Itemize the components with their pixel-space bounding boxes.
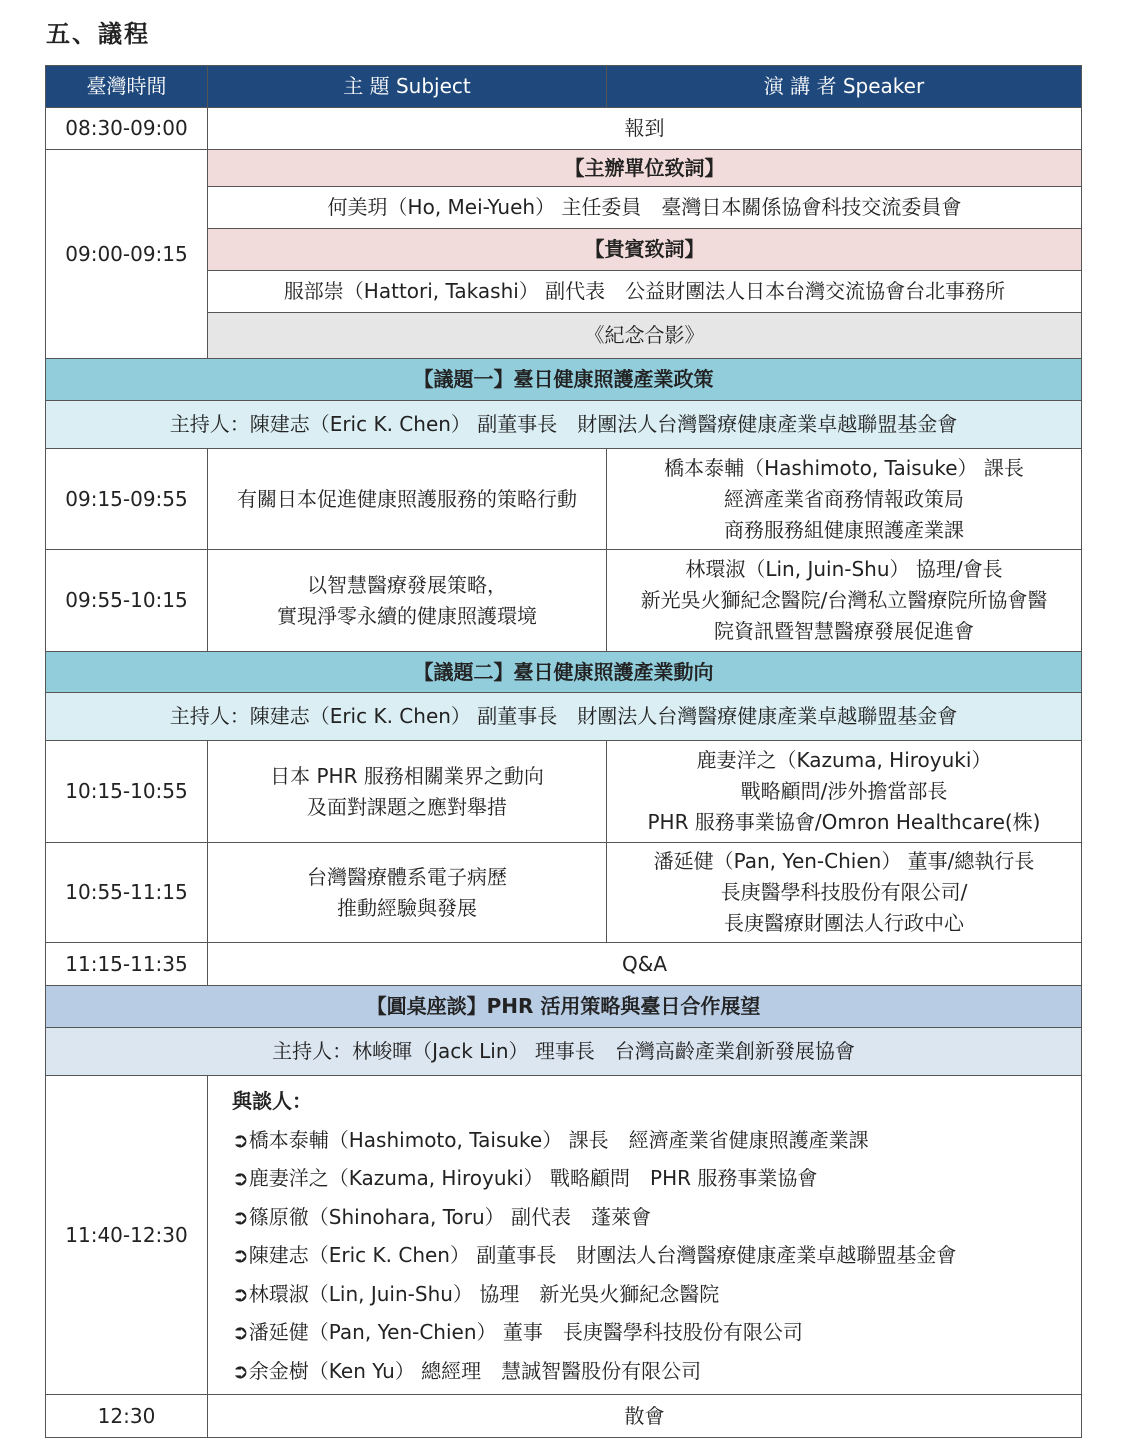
panel-label: 與談人： <box>232 1089 312 1113</box>
panelist-item <box>232 1275 1081 1314</box>
roundtable-moderator: 主持人：林峻暉（Jack Lin） 理事長 台灣高齡產業創新發展協會 <box>46 1028 1082 1076</box>
subject-line: 推動經驗與發展 <box>337 895 477 920</box>
table-row <box>46 843 1082 943</box>
panelist-text: 余金樹（Ken Yu） 總經理 慧誠智醫股份有限公司 <box>248 1358 702 1383</box>
guest-speech-title: 【貴賓致詞】 <box>208 229 1082 271</box>
speaker-line: 長庚醫療財團法人行政中心 <box>724 911 964 935</box>
agenda-table <box>45 65 1082 1438</box>
table-row <box>46 1076 1082 1395</box>
table-row <box>46 1395 1082 1438</box>
speaker-cell <box>607 741 1082 843</box>
panelist-item <box>232 1121 1081 1160</box>
panelist-text: 潘延健（Pan, Yen-Chien） 董事 長庚醫學科技股份有限公司 <box>248 1320 803 1344</box>
speaker-line: 新光吳火獅紀念醫院/台灣私立醫療院所協會醫 <box>640 588 1048 612</box>
panelist-item <box>232 1198 1081 1237</box>
roundtable-title: 【圓桌座談】PHR 活用策略與臺日合作展望 <box>46 986 1082 1028</box>
speaker-cell <box>607 843 1082 943</box>
topic1-moderator: 主持人：陳建志（Eric K. Chen） 副董事長 財團法人台灣醫療健康產業卓越聯盟基金會 <box>46 401 1082 449</box>
table-row <box>46 652 1082 693</box>
arrow-icon: ➲ <box>232 1281 249 1306</box>
table-row <box>46 986 1082 1028</box>
checkin-cell: 報到 <box>208 108 1082 150</box>
time-cell: 09:55-10:15 <box>46 550 208 652</box>
subject-cell <box>208 843 607 943</box>
panelists-cell <box>208 1076 1082 1395</box>
arrow-icon: ➲ <box>232 1204 249 1229</box>
header-row <box>46 66 1082 108</box>
panelist-item <box>232 1159 1081 1198</box>
arrow-icon: ➲ <box>232 1166 249 1190</box>
panelist-text: 橋本泰輔（Hashimoto, Taisuke） 課長 經濟產業省健康照護產業課 <box>248 1127 869 1152</box>
time-cell: 10:55-11:15 <box>46 843 208 943</box>
arrow-icon: ➲ <box>232 1320 249 1344</box>
group-photo-cell: 《紀念合影》 <box>208 313 1082 359</box>
subject-cell <box>208 741 607 843</box>
speaker-line: 戰略顧問/涉外擔當部長 <box>740 779 948 803</box>
speaker-cell <box>607 550 1082 652</box>
time-cell: 11:40-12:30 <box>46 1076 208 1395</box>
speaker-cell <box>607 449 1082 550</box>
subject-line: 日本 PHR 服務相關業界之動向 <box>270 763 544 788</box>
panelist-text: 篠原徹（Shinohara, Toru） 副代表 蓬萊會 <box>248 1204 652 1229</box>
time-cell: 11:15-11:35 <box>46 943 208 986</box>
table-row <box>46 1028 1082 1076</box>
table-row <box>46 741 1082 843</box>
panelist-item <box>232 1352 1081 1391</box>
arrow-icon: ➲ <box>232 1127 249 1152</box>
section-title: 五、議程 <box>46 19 150 48</box>
topic2-moderator: 主持人：陳建志（Eric K. Chen） 副董事長 財團法人台灣醫療健康產業卓越聯盟基金會 <box>46 693 1082 741</box>
speaker-line: 橋本泰輔（Hashimoto, Taisuke） 課長 <box>664 455 1024 480</box>
header-subject: 主 題 Subject <box>208 66 607 108</box>
guest-speech-line: 服部崇（Hattori, Takashi） 副代表 公益財團法人日本台灣交流協會台北事務所 <box>208 271 1082 313</box>
subject-line: 以智慧醫療發展策略， <box>307 572 507 597</box>
speaker-line: 長庚醫學科技股份有限公司/ <box>720 880 968 904</box>
speaker-line: 鹿妻洋之（Kazuma, Hiroyuki） <box>696 748 992 772</box>
time-cell: 08:30-09:00 <box>46 108 208 150</box>
subject-cell: 有關日本促進健康照護服務的策略行動 <box>208 449 607 550</box>
qa-cell: Q&A <box>208 943 1082 986</box>
speaker-line: 經濟產業省商務情報政策局 <box>724 486 964 511</box>
table-row <box>46 150 1082 187</box>
table-row <box>46 401 1082 449</box>
speaker-line: 林環淑（Lin, Juin-Shu） 協理/會長 <box>685 557 1003 581</box>
table-row <box>46 108 1082 150</box>
table-row <box>46 550 1082 652</box>
topic2-title: 【議題二】臺日健康照護產業動向 <box>46 652 1082 693</box>
panelist-text: 陳建志（Eric K. Chen） 副董事長 財團法人台灣醫療健康產業卓越聯盟基金會 <box>248 1243 957 1267</box>
header-time: 臺灣時間 <box>46 66 208 108</box>
host-speech-title: 【主辦單位致詞】 <box>208 150 1082 187</box>
table-row <box>46 359 1082 401</box>
subject-cell <box>208 550 607 652</box>
time-cell: 12:30 <box>46 1395 208 1438</box>
closing-cell: 散會 <box>208 1395 1082 1438</box>
arrow-icon: ➲ <box>232 1358 249 1383</box>
panelist-item <box>232 1236 1081 1275</box>
arrow-icon: ➲ <box>232 1243 249 1267</box>
host-speech-line: 何美玥（Ho, Mei-Yueh） 主任委員 臺灣日本關係協會科技交流委員會 <box>208 187 1082 229</box>
speaker-line: 商務服務組健康照護產業課 <box>724 517 964 542</box>
table-row <box>46 943 1082 986</box>
table-row <box>46 449 1082 550</box>
topic1-title: 【議題一】臺日健康照護產業政策 <box>46 359 1082 401</box>
panelist-text: 鹿妻洋之（Kazuma, Hiroyuki） 戰略顧問 PHR 服務事業協會 <box>248 1166 818 1190</box>
subject-line: 及面對課題之應對舉措 <box>307 794 507 819</box>
subject-line: 實現淨零永續的健康照護環境 <box>277 603 537 628</box>
time-cell: 09:15-09:55 <box>46 449 208 550</box>
header-speaker: 演 講 者 Speaker <box>607 66 1082 108</box>
table-row <box>46 693 1082 741</box>
subject-line: 台灣醫療體系電子病歷 <box>307 864 507 889</box>
speaker-line: PHR 服務事業協會/Omron Healthcare(株) <box>647 810 1041 834</box>
panelist-item <box>232 1313 1081 1352</box>
panelist-text: 林環淑（Lin, Juin-Shu） 協理 新光吳火獅紀念醫院 <box>248 1281 720 1306</box>
speaker-line: 院資訊暨智慧醫療發展促進會 <box>714 619 974 643</box>
speaker-line: 潘延健（Pan, Yen-Chien） 董事/總執行長 <box>653 849 1035 873</box>
time-cell: 10:15-10:55 <box>46 741 208 843</box>
time-cell: 09:00-09:15 <box>46 150 208 359</box>
